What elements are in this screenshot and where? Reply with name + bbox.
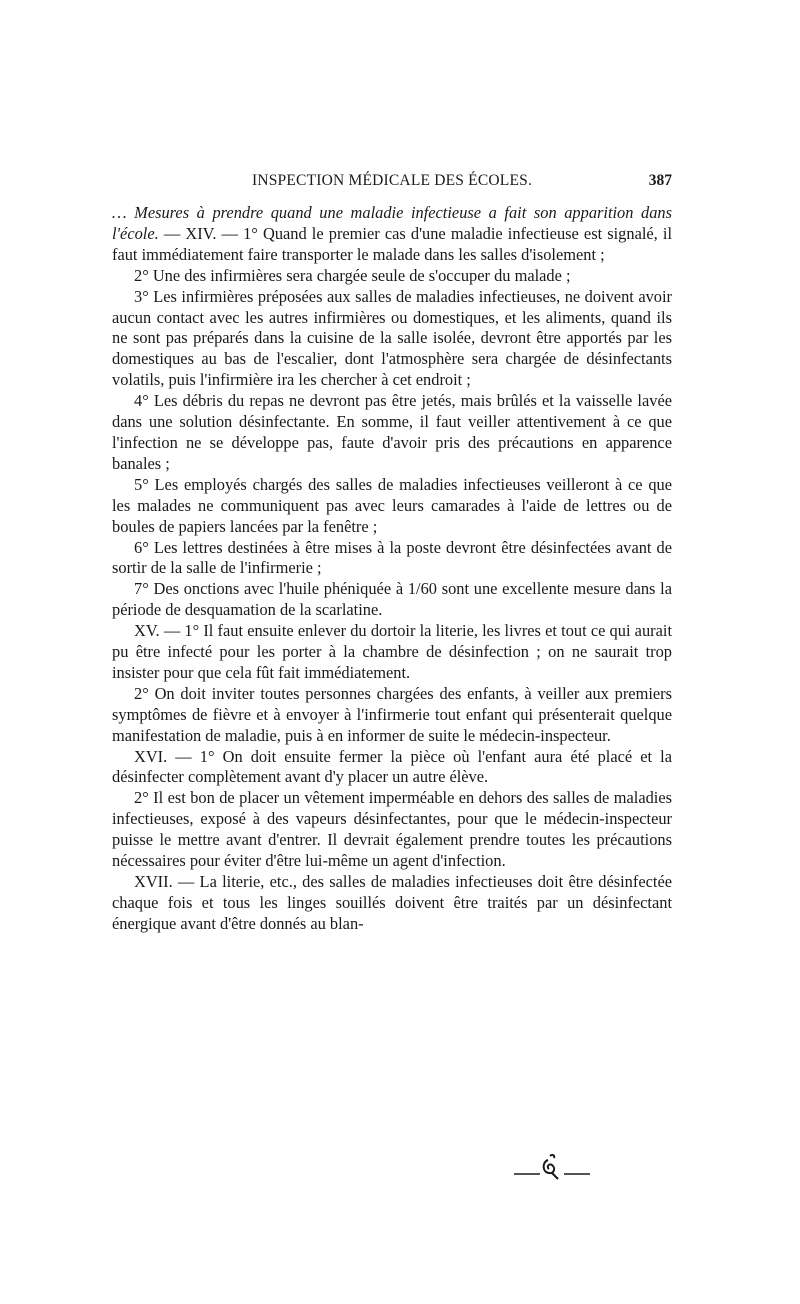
paragraph-text: XVII. — La literie, etc., des salles de maladies infectieuses doit être désinfectée chaque fois et tous les linges souillés doivent être traités par un désinfectant énergique avant d'être donnés au blan- bbox=[112, 872, 672, 933]
paragraph bbox=[112, 621, 672, 684]
paragraph-text: 5° Les employés chargés des salles de maladies infectieuses veilleront à ce que les malades ne communiquent pas avec leurs camarades à l'aide de lettres ou de boules de papiers lancées par la fenêtre ; bbox=[112, 474, 672, 536]
paragraph-text: 2° On doit inviter toutes personnes chargées des enfants, à veiller aux premiers symptômes de fièvre et à envoyer à l'infirmerie tout enfant qui présenterait quelque manifestation de maladie, puis à en informer de suite le médecin-inspecteur. bbox=[112, 683, 672, 745]
page-header bbox=[112, 172, 672, 196]
paragraph-text: 7° Des onctions avec l'huile phéniquée à 1/60 sont une excellente mesure dans la période de desquamation de la scarlatine. bbox=[112, 579, 672, 620]
paragraph bbox=[112, 266, 672, 287]
section-heading-italic: … Mesures à prendre quand une maladie infectieuse a fait son apparition dans l'école. bbox=[112, 203, 672, 243]
paragraph bbox=[112, 872, 672, 935]
paragraph bbox=[112, 538, 672, 580]
paragraph-text: 2° Il est bon de placer un vêtement imperméable en dehors des salles de maladies infectieuses, exposé à des vapeurs désinfectantes, pour que le médecin-inspecteur puisse le mettre avant d'entrer. Il devrait également prendre toutes les précautions nécessaires pour éviter d'être lui-même un agent d'infection. bbox=[112, 788, 672, 871]
paragraph bbox=[112, 203, 672, 266]
paragraph bbox=[112, 788, 672, 872]
paragraph bbox=[112, 287, 672, 392]
body-text bbox=[112, 203, 672, 935]
paragraph bbox=[112, 579, 672, 621]
paragraph-text: XV. — 1° Il faut ensuite enlever du dortoir la literie, les livres et tout ce qui aurait pu être infecté pour les porter à la chambre de désinfection ; on ne saurait trop insister pour que cela fût fait immédiatement. bbox=[112, 621, 672, 682]
running-title: INSPECTION MÉDICALE DES ÉCOLES. bbox=[251, 172, 533, 189]
paragraph bbox=[112, 475, 672, 538]
paragraph-text: XVI. — 1° On doit ensuite fermer la pièce où l'enfant aura été placé et la désinfecter complètement avant d'y placer un autre élève. bbox=[112, 746, 672, 787]
paragraph-text: — XIV. — 1° Quand le premier cas d'une maladie infectieuse est signalé, il faut immédiatement faire transporter le malade dans les salles d'isolement ; bbox=[112, 223, 672, 264]
paragraph bbox=[112, 684, 672, 747]
paragraph-text: 3° Les infirmières préposées aux salles de maladies infectieuses, ne doivent avoir aucun contact avec les autres infirmières ou domestiques, et les aliments, quand ils ne sont pas préparés dans la cuisine de la salle isolée, devront être apportés par les domestiques au bas de l'escalier, dont l'atmosphère sera chargée de désinfectants volatils, puis l'infirmière ira les chercher à cet endroit ; bbox=[112, 286, 672, 390]
paragraph-text: 6° Les lettres destinées à être mises à la poste devront être désinfectées avant de sortir de la salle de l'infirmerie ; bbox=[112, 537, 672, 578]
paragraph bbox=[112, 391, 672, 475]
paragraph bbox=[112, 747, 672, 789]
paragraph-text: 4° Les débris du repas ne devront pas être jetés, mais brûlés et la vaisselle lavée dans une solution désinfectante. En somme, il faut veiller attentivement à ce que l'infection ne se développe pas, faute d'avoir pris des précautions en apparence banales ; bbox=[112, 391, 672, 473]
page-number: 387 bbox=[648, 172, 672, 189]
printer-ornament-icon bbox=[512, 1152, 592, 1184]
paragraph-text: 2° Une des infirmières sera chargée seule de s'occuper du malade ; bbox=[134, 265, 571, 285]
